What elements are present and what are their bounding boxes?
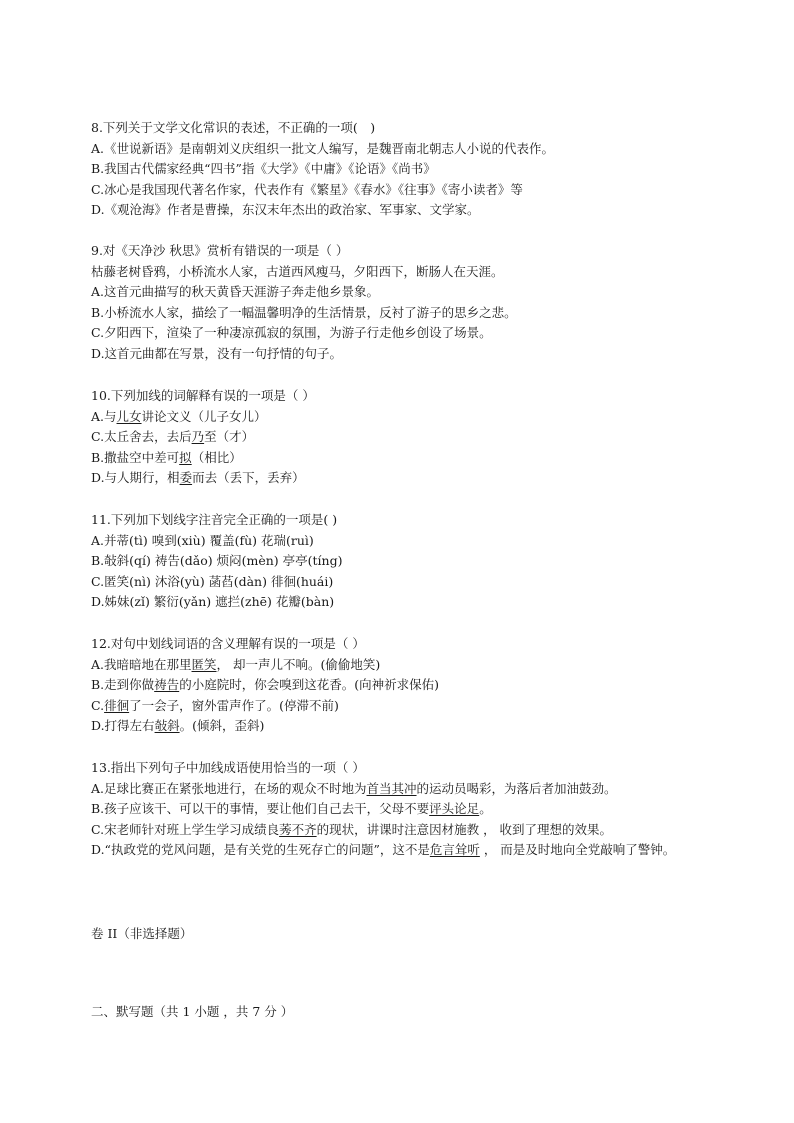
option-a: A.并蒂(tì) 嗅到(xiù) 覆盖(fù) 花瑞(ruì) [91,532,314,548]
option-a [91,779,721,800]
option-d [91,840,721,861]
option-text: D.打得左右 [91,718,155,734]
underlined-word: 儿女 [116,408,142,424]
option-text: ， 而是及时地向全党敲响了警钟。 [479,842,676,858]
question-stem: 13.指出下列句子中加线成语使用恰当的一项（ ） [91,760,365,775]
option-a [91,407,721,428]
underlined-word: 祷告 [154,677,180,693]
option-text: A.与 [91,408,117,424]
underlined-word: 拟 [179,449,192,465]
option-text: D.与人期行，相 [91,470,180,486]
option-text: 的小庭院时，你会嗅到这花香。(向神祈求保佑) [179,677,439,693]
question-9 [91,241,721,365]
underlined-word: 危言耸听 [429,842,480,858]
option-d: D.这首元曲都在写景，没有一句抒情的句子。 [91,345,343,361]
section-heading-dictation: 二、默写题（共 1 小题 ，共 7 分 ） [91,1004,294,1019]
underlined-word: 委 [179,470,193,486]
underlined-word: 乃 [191,429,205,445]
option-text: B.撒盐空中差可 [91,449,180,465]
section-heading-volume-2: 卷 II（非选择题） [91,926,193,941]
option-a: A.这首元曲描写的秋天黄昏天涯游子奔走他乡景象。 [91,284,380,300]
option-text: 的现状，讲课时注意因材施教 ， 收到了理想的效果。 [316,821,613,837]
question-11 [91,510,721,613]
question-13 [91,758,721,861]
option-d: D.《观沧海》作者是曹操，东汉末年杰出的政治家、军事家、文学家。 [91,202,480,218]
question-8 [91,118,721,221]
option-c [91,696,721,717]
option-d [91,468,721,489]
option-text: ， 却一声儿不响。(偷偷地笑) [216,656,381,672]
question-stem: 8.下列关于文学文化常识的表述，不正确的一项( ) [91,120,376,135]
option-d [91,716,721,737]
option-text: 了一会子，窗外雷声作了。(停滞不前) [129,697,339,713]
option-b: B.小桥流水人家，描绘了一幅温馨明净的生活情景，反衬了游子的思乡之悲。 [91,304,517,320]
underlined-word: 匿笑 [191,656,217,672]
option-c [91,427,721,448]
question-stem: 12.对句中划线词语的含义理解有误的一项是（ ） [91,636,365,651]
option-b: B.我国古代儒家经典“四书”指《大学》《中庸》《论语》《尚书》 [91,161,436,177]
option-text: 。(倾斜，歪斜) [179,718,265,734]
question-12 [91,634,721,737]
option-text: 讲论文义（儿子女儿） [141,408,267,424]
option-c: C.夕阳西下，渲染了一种凄凉孤寂的氛围，为游子行走他乡创设了场景。 [91,325,492,341]
question-stem: 9.对《天净沙 秋思》赏析有错误的一项是（ ） [91,243,349,258]
option-text: D.“执政党的党风问题，是有关党的生死存亡的问题”，这不是 [91,842,430,858]
option-text: 。 [479,801,492,817]
option-text: B.走到你做 [91,677,155,693]
option-text: 的运动员喝彩，为落后者加油鼓劲。 [416,780,617,796]
option-a [91,655,721,676]
option-text: 至（才） [204,429,255,445]
underlined-word: 评头论足 [429,801,480,817]
option-text: 而去（丢下，丢弃） [192,470,305,486]
underlined-word: 敧斜 [154,718,180,734]
option-text: C.宋老师针对班上学生学习成绩良 [91,821,280,837]
option-b [91,799,721,820]
option-b [91,448,721,469]
option-text: B.孩子应该干、可以干的事情，要让他们自己去干，父母不要 [91,801,430,817]
option-c: C.冰心是我国现代著名作家，代表作有《繁星》《春水》《往事》《寄小读者》等 [91,181,523,197]
question-10 [91,386,721,489]
question-stem: 11.下列加下划线字注音完全正确的一项是( ) [91,512,338,527]
option-text: A.我暗暗地在那里 [91,656,192,672]
underlined-word: 莠不齐 [279,821,317,837]
option-b [91,675,721,696]
underlined-word: 徘徊 [104,697,130,713]
option-text: C.太丘舍去，去后 [91,429,192,445]
option-c: C.匿笑(nì) 沐浴(yù) 菡萏(dàn) 徘徊(huái) [91,573,334,589]
option-c [91,820,721,841]
poem-text: 枯藤老树昏鸦，小桥流水人家，古道西风瘦马，夕阳西下，断肠人在天涯。 [91,263,504,279]
option-text: A.足球比赛正在紧张地进行，在场的观众不时地为 [91,780,367,796]
option-text: （相比） [191,449,242,465]
option-text: C. [91,697,105,713]
underlined-word: 首当其冲 [366,780,417,796]
option-b: B.敧斜(qí) 祷告(dǎo) 烦闷(mèn) 亭亭(tíng) [91,553,343,569]
question-stem: 10.下列加线的词解释有误的一项是（ ） [91,388,315,403]
option-d: D.姊妹(zǐ) 繁衍(yǎn) 遮拦(zhē) 花瓣(bàn) [91,594,335,610]
option-a: A.《世说新语》是南朝刘义庆组织一批文人编写，是魏晋南北朝志人小说的代表作。 [91,140,555,156]
